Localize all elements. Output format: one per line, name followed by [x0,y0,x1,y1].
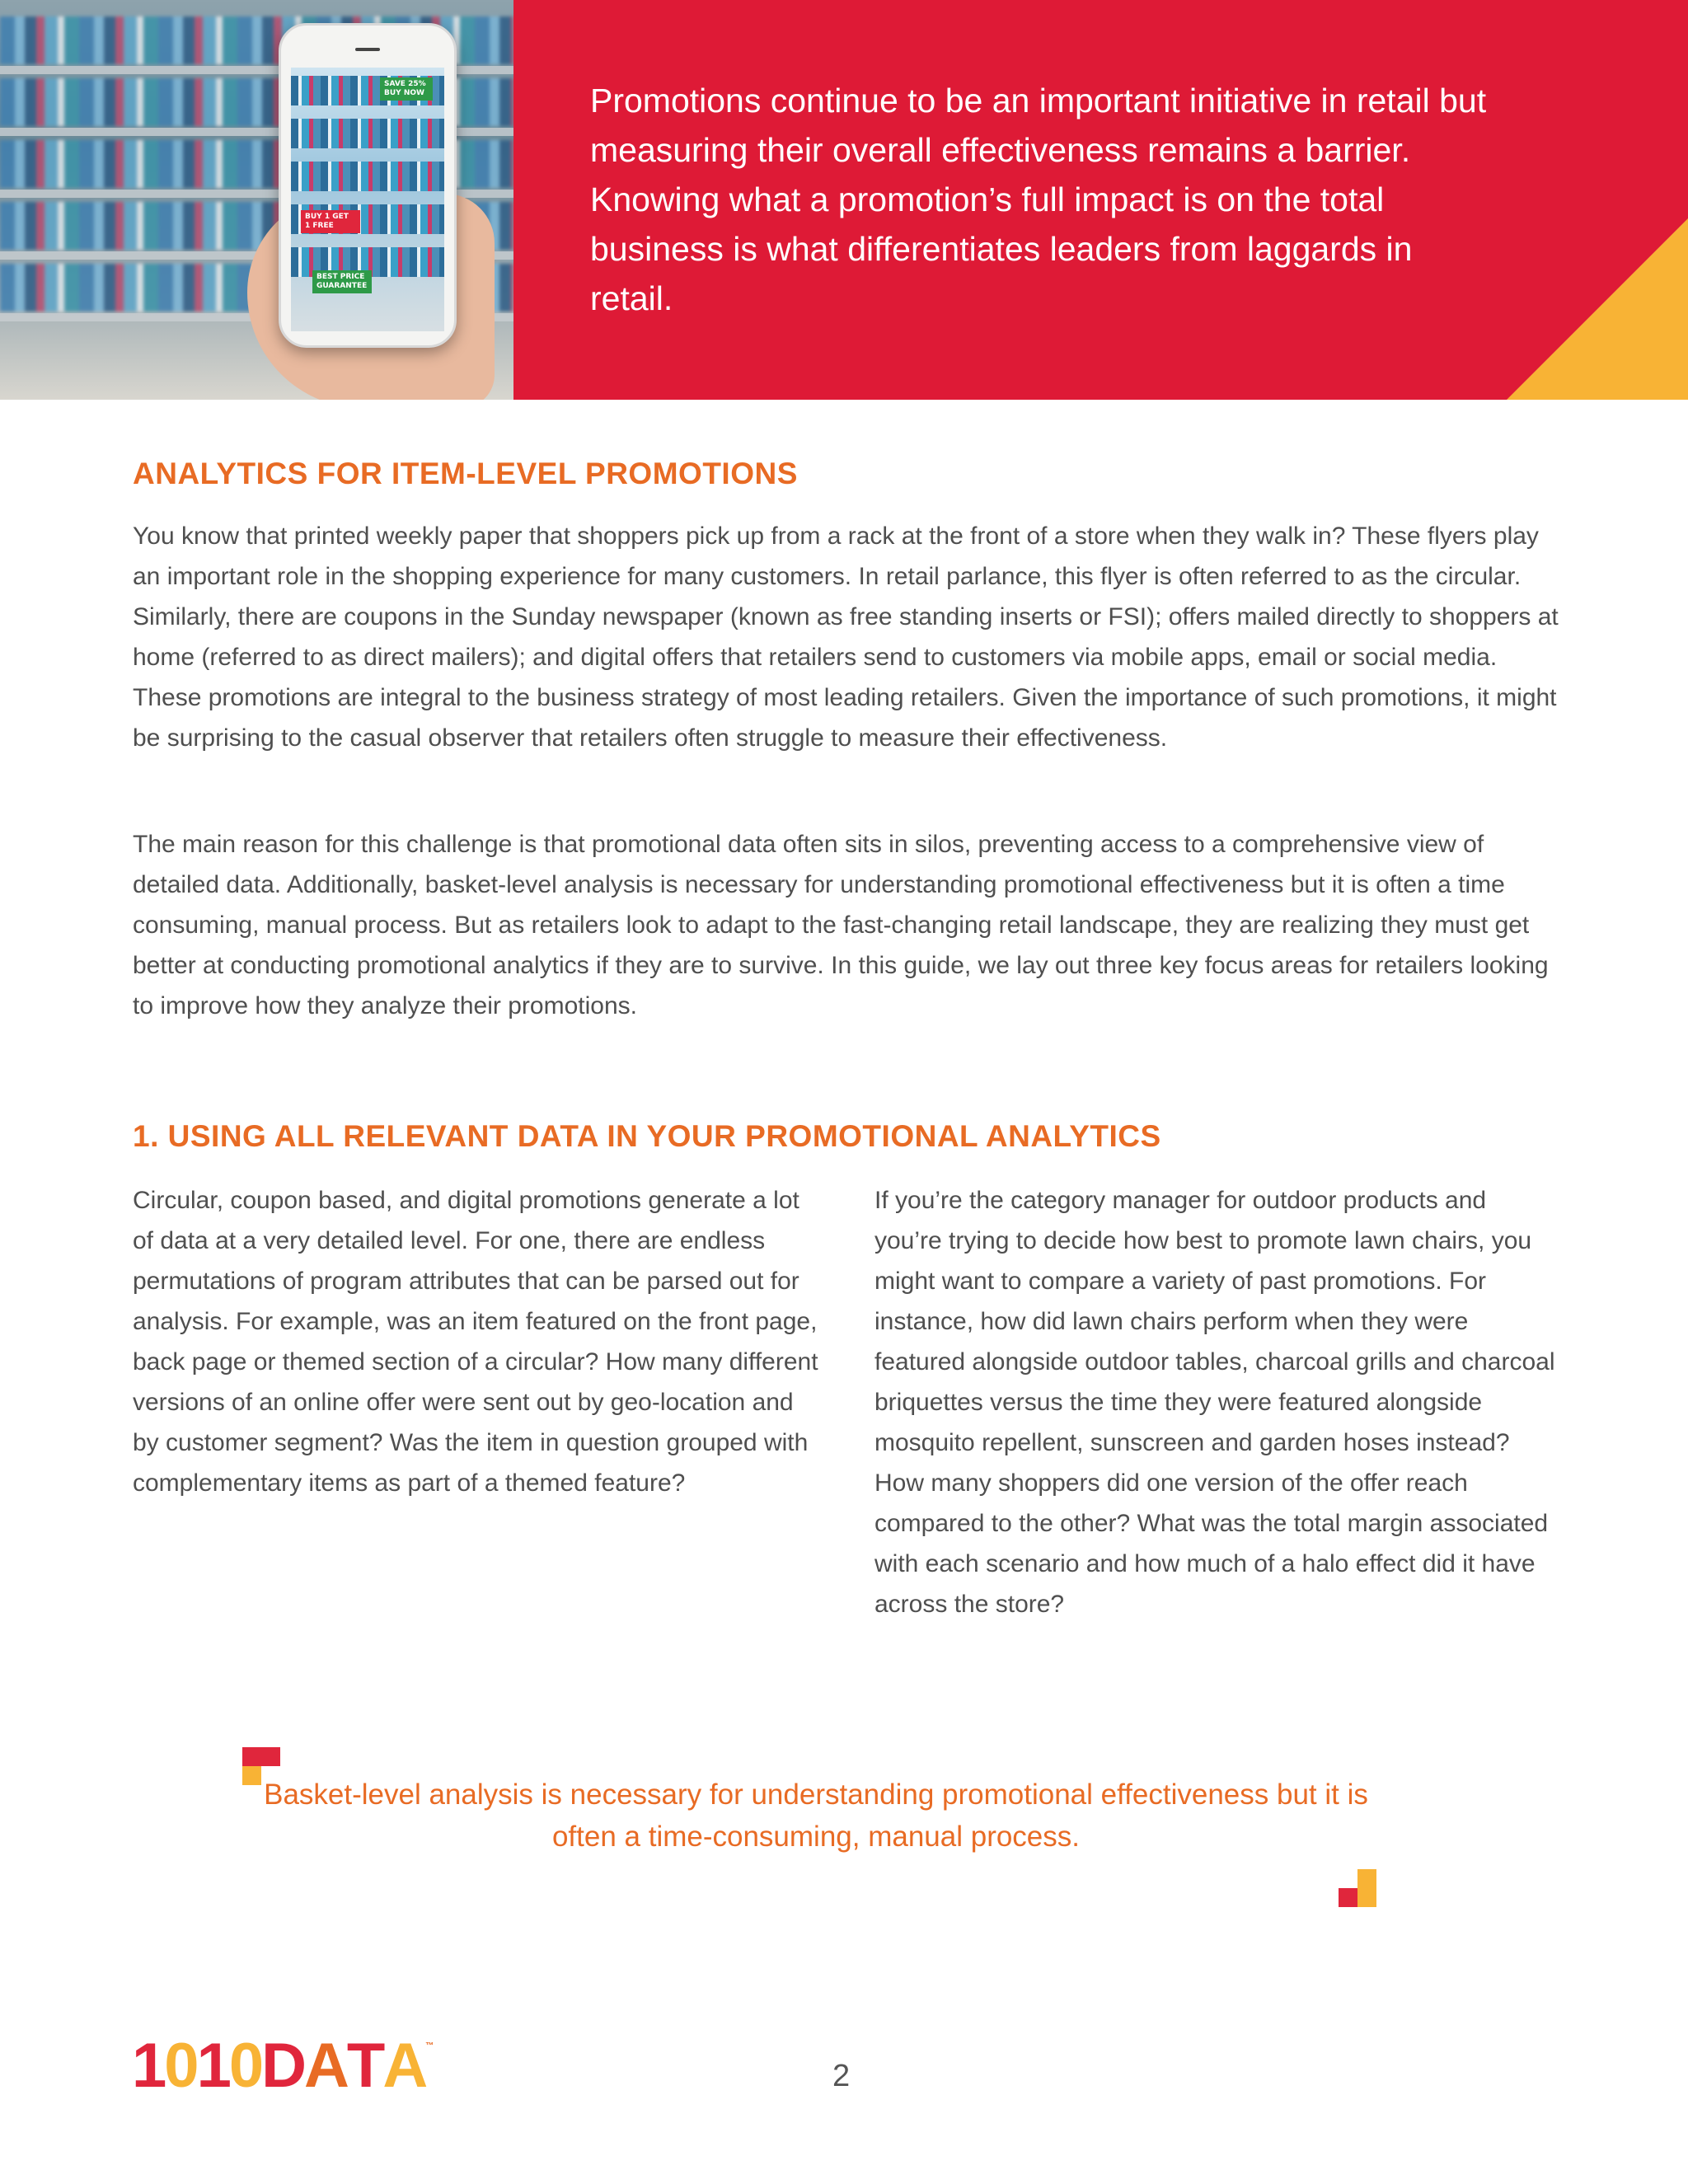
hero-banner [0,0,1688,400]
hero-quote: Promotions continue to be an important initiative in retail but measuring their overall effectiveness remains a barrier. Knowing what a promotion’s full impact is on the total business is what differentiates leaders from laggards in retail. [590,82,1487,317]
paragraph-right-column: If you’re the category manager for outdoor products and you’re trying to decide how best to promote lawn chairs, you might want to compare a variety of past promotions. For instance, how did lawn chairs perform when they were featured alongside outdoor tables, charcoal grills and charcoal briquettes versus the time they were featured alongside mosquito repellent, sunscreen and garden hoses instead? How many shoppers did one version of the offer reach compared to the other? What was the total margin associated with each scenario and how much of a halo effect did it have across the store? [874,1187,1555,1618]
section-heading-relevant-data: 1. USING ALL RELEVANT DATA IN YOUR PROMOTIONAL ANALYTICS [133,1119,1161,1153]
logo-char: 1 [132,2031,165,2101]
paragraph-challenge: The main reason for this challenge is that promotional data often sits in silos, preventing access to a comprehensive view of detailed data. Additionally, basket-level analysis is necessary for understanding promotional effectiveness but it is often a time consuming, manual process. But as retailers look to adapt to the fast-changing retail landscape, they are realizing they must get better at conducting promotional analytics if they are to survive. In this guide, we lay out three key focus areas for retailers looking to improve how they analyze their promotions. [133,831,1549,1019]
hero-yellow-corner [1507,218,1688,400]
paragraph-left-column: Circular, coupon based, and digital promotions generate a lot of data at a very detailed level. For one, there are endless permutations of program attributes that can be parsed out for analysis. For example, was an item featured on the front page, back page or themed section of a circular? How many different versions of an online offer were sent out by geo-location and by customer segment? Was the item in question grouped with complementary items as part of a themed feature? [133,1187,818,1497]
hero-red-panel [513,0,1688,400]
phone-tag-best-price: BEST PRICE GUARANTEE [312,270,372,293]
logo-char: A [382,2031,426,2101]
phone-tag-bogo: BUY 1 GET 1 FREE [301,210,360,233]
hero-photo-phone-in-store [0,0,513,400]
smartphone-image [279,23,457,348]
phone-tag-save: SAVE 25% BUY NOW [380,77,433,101]
logo-char: 0 [228,2031,262,2101]
logo-char: T [346,2031,383,2101]
logo-char: A [304,2031,347,2101]
logo-char: D [261,2031,305,2101]
brand-logo [132,2031,434,2101]
paragraph-intro: You know that printed weekly paper that shoppers pick up from a rack at the front of a store when they walk in? These flyers play an important role in the shopping experience for many customers. In retail parlance, this flyer is often referred to as the circular. Similarly, there are coupons in the Sunday newspaper (known as free standing inserts or FSI); offers mailed directly to shoppers at home (referred to as direct mailers); and digital offers that retailers send to customers via mobile apps, email or social media. These promotions are integral to the business strategy of most leading retailers. Given the importance of such promotions, it might be surprising to the casual observer that retailers often struggle to measure their effectiveness. [133,523,1559,752]
trademark-symbol: ™ [425,2041,434,2050]
section-heading-item-level: ANALYTICS FOR ITEM-LEVEL PROMOTIONS [133,457,798,490]
page-number: 2 [832,2059,851,2093]
pull-quote: Basket-level analysis is necessary for understanding promotional effectiveness but it is often a time-consuming, manual process. [264,1779,1368,1853]
phone-screen [291,68,444,331]
logo-char: 0 [164,2031,197,2101]
logo-char: 1 [196,2031,229,2101]
